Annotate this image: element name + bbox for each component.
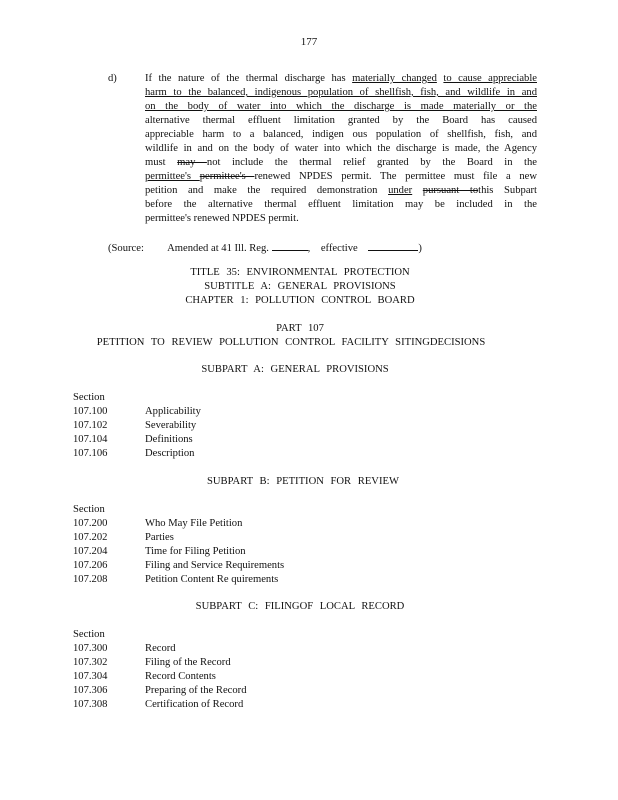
section-number: 107.306 — [73, 685, 108, 696]
section-title: Time for Filing Petition — [145, 546, 246, 557]
text-run — [412, 185, 423, 196]
section-number: 107.302 — [73, 657, 108, 668]
section-title: Who May File Petition — [145, 518, 243, 529]
section-title: Definitions — [145, 434, 193, 445]
section-title: Applicability — [145, 406, 201, 417]
paragraph-line — [145, 142, 537, 156]
paragraph-line — [145, 128, 537, 142]
source-close: ) — [418, 243, 422, 254]
text-run: before the alternative thermal effluent limitation may be included in the — [145, 199, 537, 210]
text-run: appreciable harm to a balanced, indigen ous population of shellfish, fish, and — [145, 129, 537, 140]
part-heading: PART 107 — [276, 323, 324, 334]
text-run: must — [145, 157, 178, 168]
paragraph-line — [145, 72, 537, 86]
section-number: 107.202 — [73, 532, 108, 543]
section-number: 107.102 — [73, 420, 108, 431]
paragraph-line — [145, 212, 537, 226]
section-title: Record — [145, 643, 176, 654]
paragraph-line — [145, 114, 537, 128]
part-title: PETITION TO REVIEW POLLUTION CONTROL FACILITY SITINGDECISIONS — [96, 337, 486, 348]
text-run: If the nature of the thermal discharge has — [145, 73, 353, 84]
source-note — [108, 240, 422, 254]
deleted-text: may — [177, 157, 207, 168]
section-title: Parties — [145, 532, 174, 543]
subpart-title: SUBPART A: GENERAL PROVISIONS — [201, 364, 389, 375]
text-run: permittee's renewed NPDES permit. — [145, 213, 299, 224]
section-title: Certification of Record — [145, 699, 244, 710]
text-run: petition and make the required demonstration — [145, 185, 389, 196]
source-prefix: (Source: — [108, 243, 144, 254]
section-number: 107.200 — [73, 518, 108, 529]
section-title: Record Contents — [145, 671, 216, 682]
inserted-text: on the body of water into which the discharge is made — [145, 101, 454, 112]
chapter-heading: CHAPTER 1: POLLUTION CONTROL BOARD — [185, 295, 415, 306]
section-number: 107.204 — [73, 546, 108, 557]
paragraph-line — [145, 156, 537, 170]
text-run: not include the thermal relief granted by the Board in the — [206, 157, 537, 168]
section-number: 107.100 — [73, 406, 108, 417]
deleted-text: pursuant to — [422, 185, 479, 196]
section-number: 107.104 — [73, 434, 108, 445]
section-label: Section — [73, 629, 105, 640]
source-blank-date — [368, 240, 418, 251]
item-d-label: d) — [108, 73, 117, 84]
inserted-text: materially changed — [352, 73, 437, 84]
item-d-paragraph — [145, 72, 537, 226]
inserted-text: to cause appreciable — [443, 73, 537, 84]
paragraph-line — [145, 184, 537, 198]
subpart-title: SUBPART B: PETITION FOR REVIEW — [207, 476, 399, 487]
section-title: Description — [145, 448, 195, 459]
source-comma: , — [307, 243, 311, 254]
paragraph-line — [145, 86, 537, 100]
section-number: 107.208 — [73, 574, 108, 585]
section-number: 107.300 — [73, 643, 108, 654]
section-number: 107.106 — [73, 448, 108, 459]
section-title: Severability — [145, 420, 197, 431]
source-amended: Amended at 41 Ill. Reg. — [167, 243, 269, 254]
page-number: 177 — [300, 36, 318, 48]
section-number: 107.304 — [73, 671, 108, 682]
source-blank-reg — [272, 240, 308, 251]
text-run: renewed NPDES permit. The permittee must file a new — [254, 171, 537, 182]
section-label: Section — [73, 392, 105, 403]
paragraph-line — [145, 100, 537, 114]
section-title: Preparing of the Record — [145, 685, 247, 696]
section-title: Filing and Service Requirements — [145, 560, 285, 571]
section-label: Section — [73, 504, 105, 515]
inserted-text: harm to the balanced, indigenous population of shellfish, fish, and wildlife in and — [145, 87, 537, 98]
inserted-text: under — [388, 185, 413, 196]
text-run: this Subpart — [478, 185, 537, 196]
text-run: alternative thermal effluent limitation granted by the Board has caused — [145, 115, 537, 126]
text-run: wildlife in and on the body of water into which the discharge is made, the Agency — [145, 143, 537, 154]
source-effective: effective — [320, 243, 358, 254]
section-title: Filing of the Record — [145, 657, 231, 668]
section-title: Petition Content Re quirements — [145, 574, 279, 585]
deleted-text: permittee's — [199, 171, 255, 182]
section-number: 107.206 — [73, 560, 108, 571]
section-number: 107.308 — [73, 699, 108, 710]
subtitle-heading: SUBTITLE A: GENERAL PROVISIONS — [204, 281, 396, 292]
title-heading: TITLE 35: ENVIRONMENTAL PROTECTION — [190, 267, 410, 278]
subpart-title: SUBPART C: FILINGOF LOCAL RECORD — [195, 601, 405, 612]
paragraph-line — [145, 198, 537, 212]
inserted-text: materially or the — [453, 101, 537, 112]
paragraph-line — [145, 170, 537, 184]
inserted-text: permittee's — [145, 171, 200, 182]
